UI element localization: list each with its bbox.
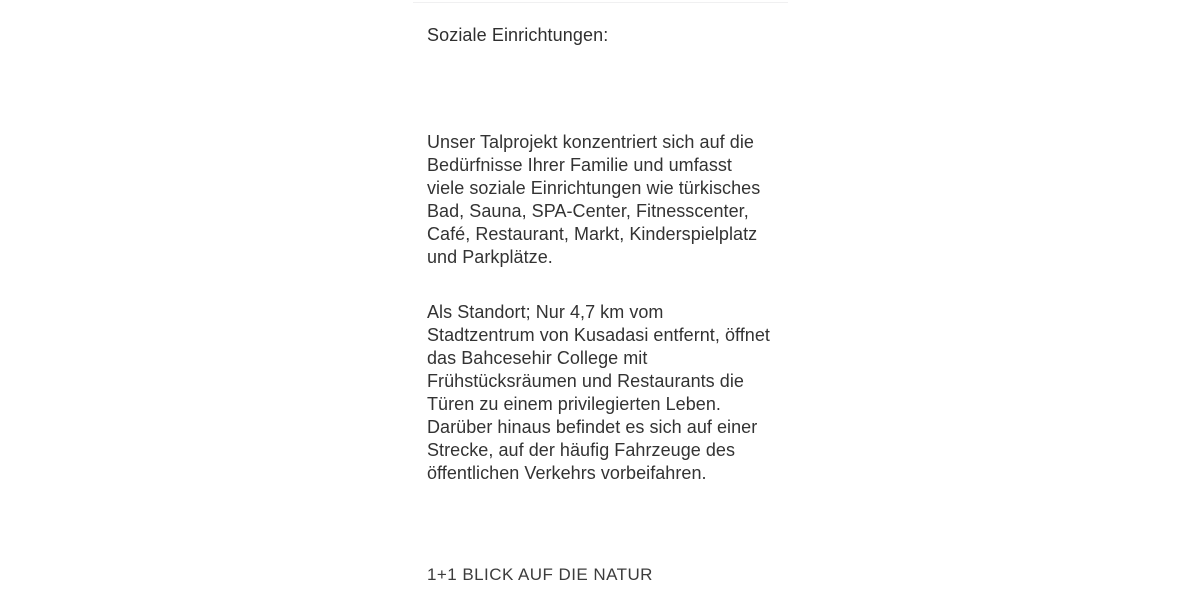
paragraph-location: Als Standort; Nur 4,7 km vom Stadtzentrum von Kusadasi entfernt, öffnet das Bahcesehir College mit Frühstücksräumen und Restaurants die Türen zu einem privilegierten Leben. Darüber hinaus befindet es sich auf einer Strecke, auf der häufig Fahrzeuge des öffentlichen Verkehrs vorbeifahren. (427, 302, 770, 483)
body-text-block (427, 131, 774, 485)
closing-heading: 1+1 BLICK AUF DIE NATUR (427, 565, 653, 584)
section-heading: Soziale Einrichtungen: (427, 25, 609, 45)
content-column (413, 0, 788, 586)
paragraph-facilities: Unser Talprojekt konzentriert sich auf die Bedürfnisse Ihrer Familie und umfasst viele soziale Einrichtungen wie türkisches Bad, Sauna, SPA-Center, Fitnesscenter, Café, Restaurant, Markt, Kinderspielplatz und Parkplätze. (427, 132, 761, 267)
